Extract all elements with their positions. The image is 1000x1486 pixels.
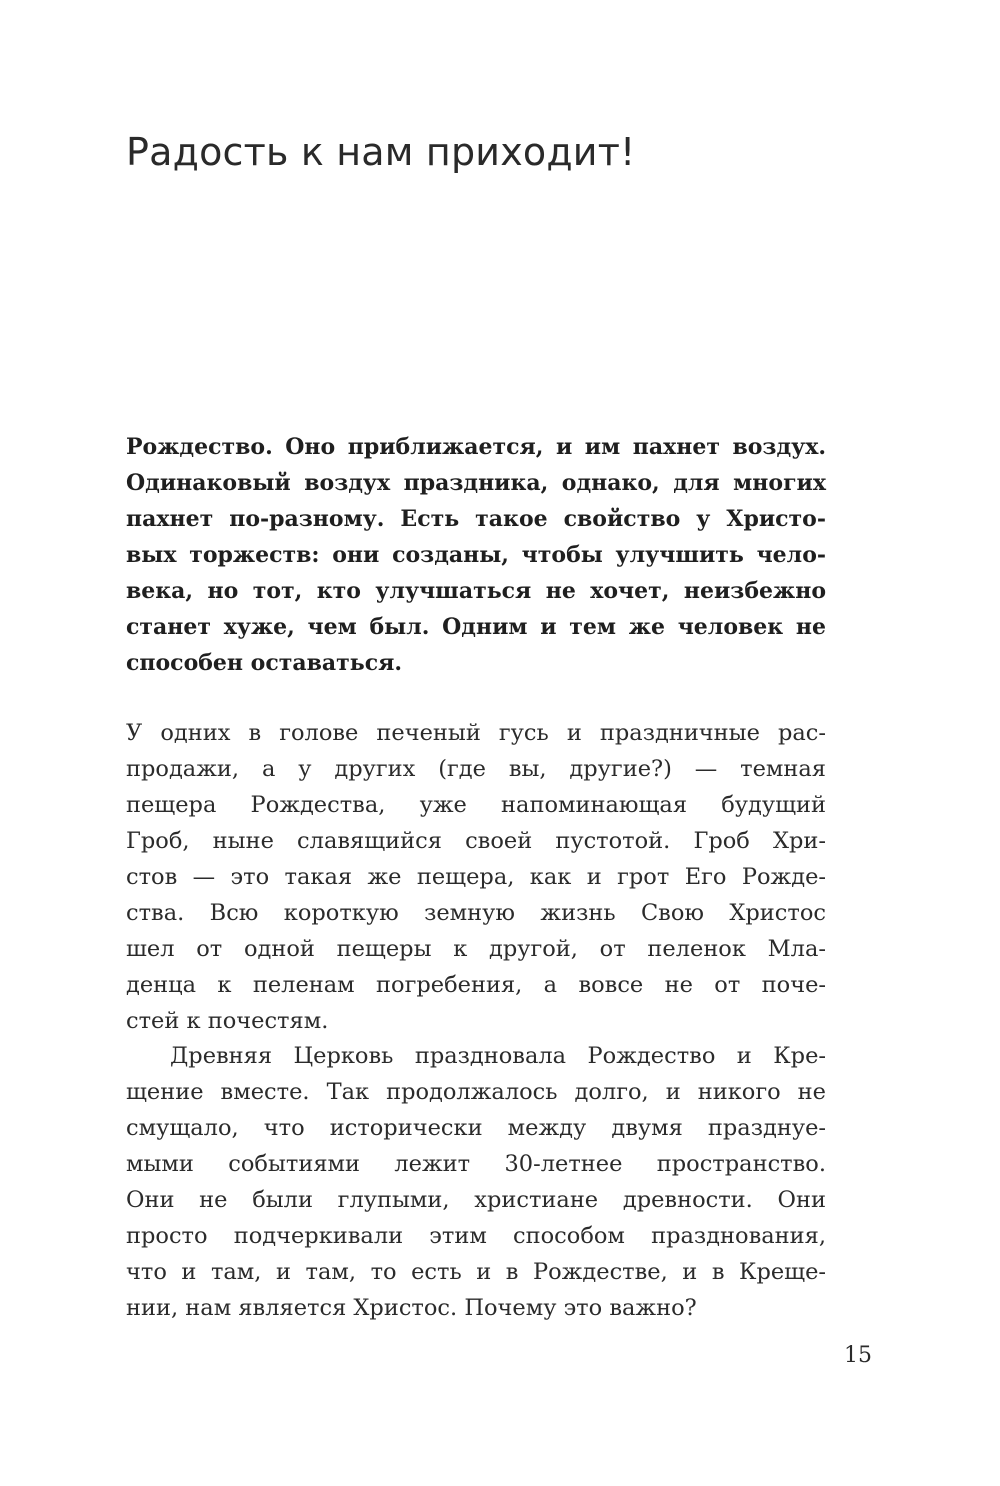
body-line: щение вместе. Так продолжалось долго, и никого не [126, 1079, 826, 1105]
body-line: денца к пеленам погребения, а вовсе не от поче- [126, 972, 826, 998]
body-line: мыми событиями лежит 30-летнее пространство. [126, 1151, 826, 1177]
body-line: шел от одной пещеры к другой, от пеленок Мла- [126, 936, 826, 962]
body-line: Гроб, ныне славящийся своей пустотой. Гроб Хри- [126, 828, 826, 854]
lead-line: века, но тот, кто улучшаться не хочет, неизбежно [126, 578, 826, 604]
lead-line: вых торжеств: они созданы, чтобы улучшить чело- [126, 542, 826, 568]
lead-line: станет хуже, чем был. Одним и тем же человек не [126, 614, 826, 640]
body-line: что и там, и там, то есть и в Рождестве, и в Крещe- [126, 1259, 826, 1285]
page-number: 15 [844, 1343, 872, 1368]
lead-line: Рождество. Оно приближается, и им пахнет воздух. [126, 434, 826, 460]
lead-line: Одинаковый воздух праздника, однако, для многих [126, 470, 826, 496]
body-line: стей к почестям. [126, 1008, 329, 1034]
body-line: нии, нам является Христос. Почему это важно? [126, 1295, 697, 1321]
lead-line: способен оставаться. [126, 650, 403, 676]
body-line: Они не были глупыми, христиане древности. Они [126, 1187, 826, 1213]
body-paragraph-2 [126, 1038, 826, 1326]
body-line: Древняя Церковь праздновала Рождество и Кре- [170, 1043, 826, 1069]
body-line: стов — это такая же пещера, как и грот Его Рожде- [126, 864, 826, 890]
body-line: У одних в голове печеный гусь и праздничные рас- [126, 720, 826, 746]
body-paragraph-1 [126, 715, 826, 1039]
lead-line: пахнет по-разному. Есть такое свойство у Христо- [126, 506, 826, 532]
chapter-title: Радость к нам приходит! [126, 130, 636, 174]
body-line: продажи, а у других (где вы, другие?) — темная [126, 756, 826, 782]
body-line: ства. Всю короткую земную жизнь Свою Христос [126, 900, 826, 926]
body-line: смущало, что исторически между двумя празднуе- [126, 1115, 826, 1141]
body-line: пещера Рождества, уже напоминающая будущий [126, 792, 826, 818]
lead-paragraph [126, 429, 826, 681]
body-line: просто подчеркивали этим способом празднования, [126, 1223, 826, 1249]
